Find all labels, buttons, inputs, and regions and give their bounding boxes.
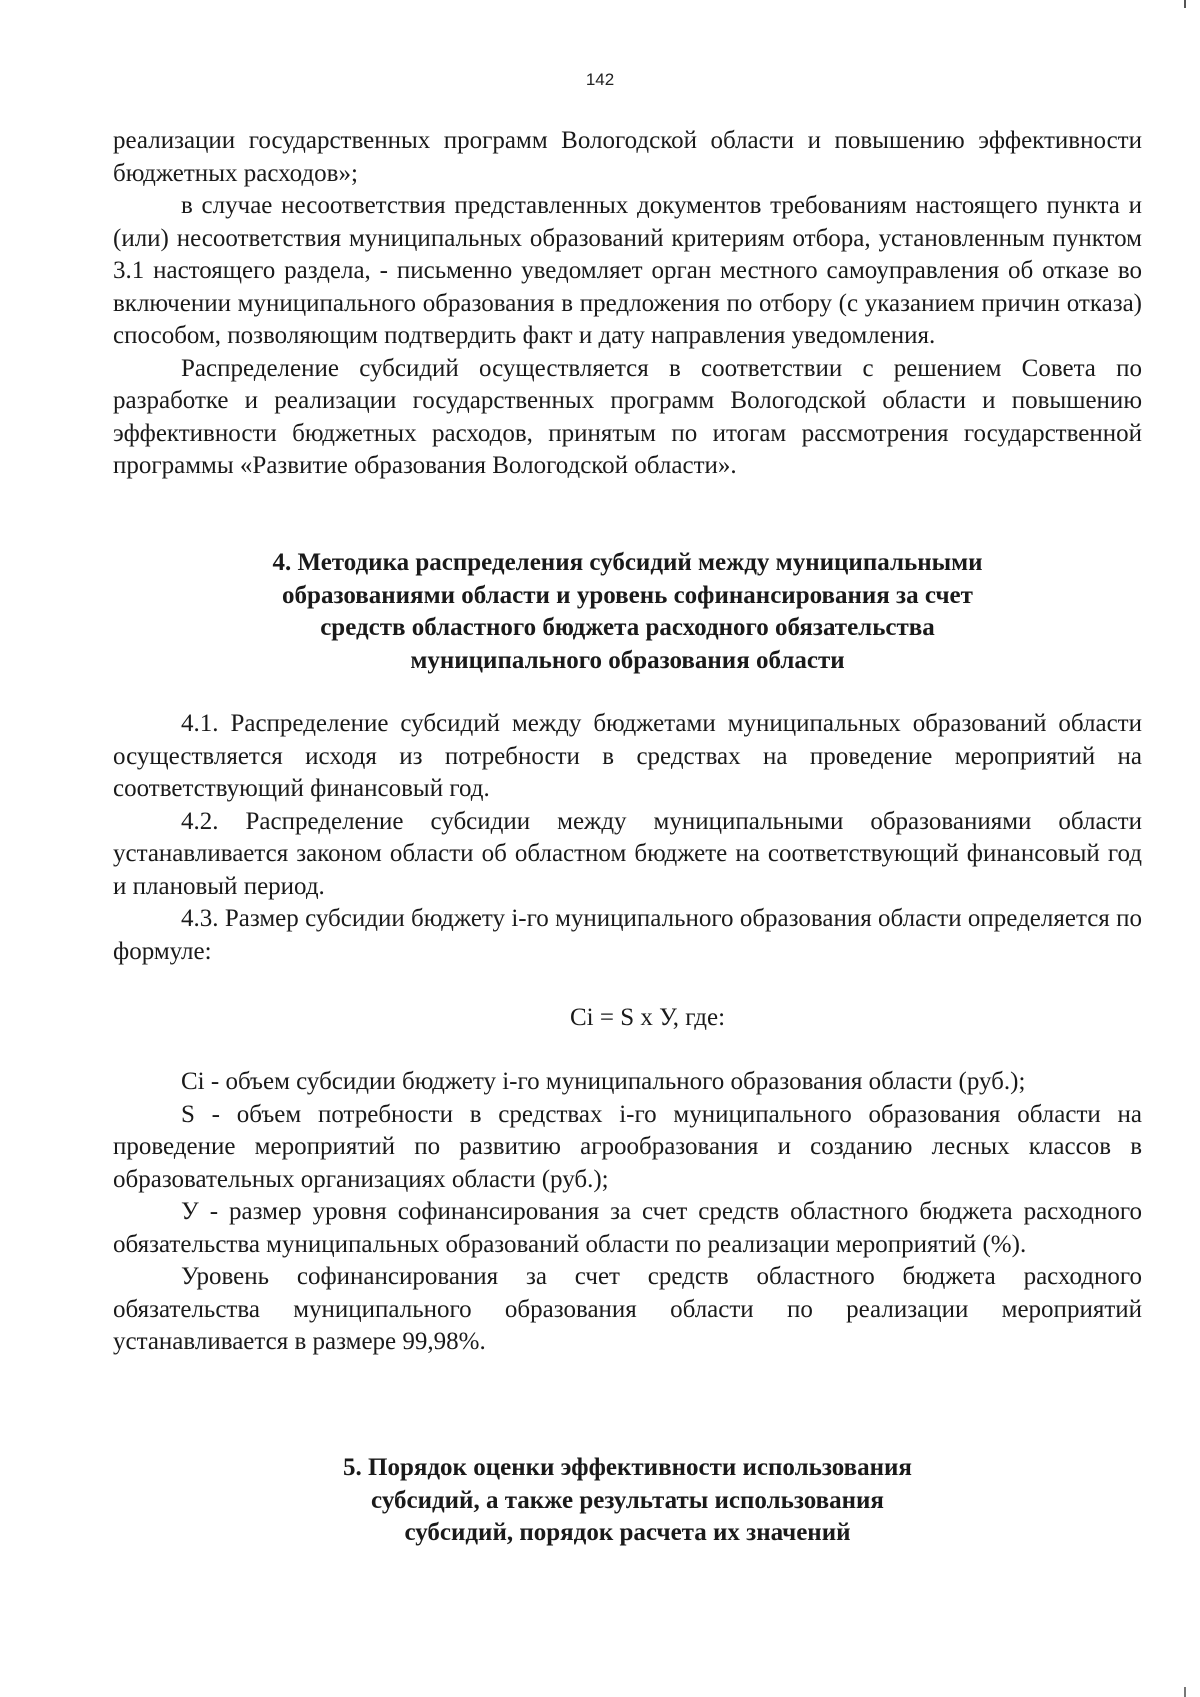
definition-s: S - объем потребности в средствах i-го муниципального образования области на проведение мероприятий по развитию агрообразования и созданию лесных классов в образовательных организациях области (руб.);	[113, 1100, 1142, 1193]
section-4-heading-line: средств областного бюджета расходного обязательства	[320, 614, 935, 641]
definition-u: У - размер уровня софинансирования за счет средств областного бюджета расходного обязательства муниципальных образований области по реализации мероприятий (%).	[113, 1198, 1142, 1258]
definition-ci: Ci - объем субсидии бюджету i-го муниципального образования области (руб.);	[181, 1068, 1026, 1095]
section-4-heading-line: образованиями области и уровень софинансирования за счет	[282, 581, 973, 609]
section-5-heading-line: субсидий, а также результаты использования	[371, 1486, 884, 1514]
page-number: 142	[585, 70, 615, 89]
section-4-text	[113, 708, 1142, 968]
paragraph-4-3: 4.3. Размер субсидии бюджету i-го муниципального образования области определяется по формуле:	[113, 905, 1142, 965]
paragraph-distribution: Распределение субсидий осуществляется в соответствии с решением Совета по разработке и реализации государственных программ Вологодской области и повышению эффективности бюджетных расходов, принятым по итогам рассмотрения государственной программы «Развитие образования Вологодской области».	[113, 354, 1142, 479]
section-4-heading-line: 4. Методика распределения субсидий между муниципальными	[272, 549, 983, 576]
section-4-heading	[113, 547, 1142, 677]
top-text-block	[113, 125, 1142, 483]
scan-edge-mark	[1184, 1687, 1186, 1697]
paragraph-4-2: 4.2. Распределение субсидии между муниципальными образованиями области устанавливается законом области об областном бюджете на соответствующий финансовый год и плановый период.	[113, 807, 1142, 900]
formula-definitions	[113, 1066, 1142, 1359]
paragraph-cofinancing-level: Уровень софинансирования за счет средств областного бюджета расходного обязательства муниципального образования области по реализации мероприятий устанавливается в размере 99,98%.	[113, 1263, 1142, 1355]
paragraph-notification: в случае несоответствия представленных документов требованиям настоящего пункта и (или) несоответствия муниципальных образований критериям отбора, установленным пунктом 3.1 настоящего раздела, - письменно уведомляет орган местного самоуправления об отказе во включении муниципального образования в предложения по отбору (с указанием причин отказа) способом, позволяющим подтвердить факт и дату направления уведомления.	[113, 192, 1142, 349]
section-5-heading-line: субсидий, порядок расчета их значений	[404, 1519, 851, 1546]
scan-edge-mark	[1184, 0, 1186, 8]
subsidy-formula: Ci = S x У, где:	[570, 1004, 726, 1031]
paragraph-continuation: реализации государственных программ Вологодской области и повышению эффективности бюджетных расходов»;	[113, 127, 1142, 187]
paragraph-4-1: 4.1. Распределение субсидий между бюджетами муниципальных образований области осуществляется исходя из потребности в средствах на проведение мероприятий на соответствующий финансовый год.	[113, 710, 1142, 802]
section-4-heading-line: муниципального образования области	[410, 646, 845, 674]
section-5-heading	[113, 1452, 1142, 1550]
section-5-heading-line: 5. Порядок оценки эффективности использования	[343, 1454, 912, 1481]
